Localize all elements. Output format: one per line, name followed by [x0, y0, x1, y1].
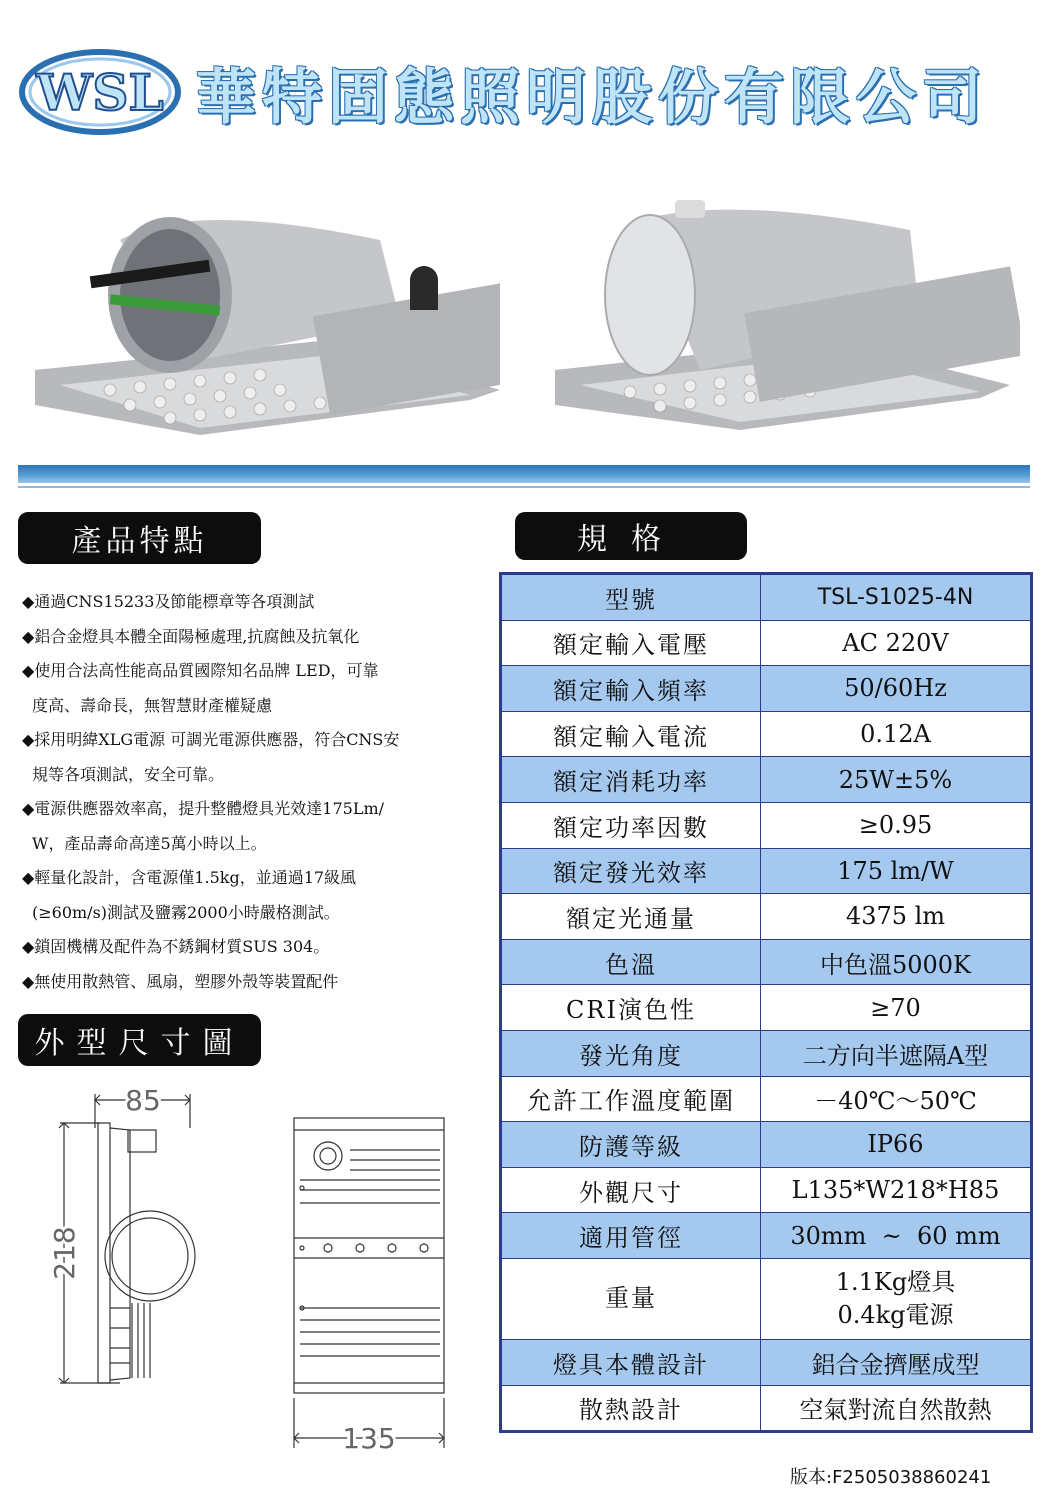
feature-line: ◆通過CNS15233及節能標章等各項測試: [22, 592, 315, 611]
table-row: [501, 620, 1032, 666]
section-divider-line: [18, 486, 1030, 488]
spec-key: 額定光通量: [501, 894, 761, 940]
spec-key: 防護等級: [501, 1122, 761, 1168]
feature-line: ◆鎖固機構及配件為不銹鋼材質SUS 304。: [22, 937, 330, 956]
spec-key: 型號: [501, 574, 761, 621]
spec-table: [499, 572, 1033, 1433]
dim-width: 135: [342, 1422, 396, 1455]
spec-key: 額定消耗功率: [501, 757, 761, 803]
table-row: [501, 1122, 1032, 1168]
spec-value: L135*W218*H85: [761, 1167, 1032, 1213]
spec-heading: 規格: [515, 512, 747, 560]
spec-value: 空氣對流自然散熱: [761, 1385, 1032, 1432]
spec-value: 鋁合金擠壓成型: [761, 1339, 1032, 1385]
table-row: [501, 1167, 1032, 1213]
spec-value: TSL-S1025-4N: [761, 574, 1032, 621]
spec-value: 二方向半遮隔A型: [761, 1030, 1032, 1076]
table-row: [501, 1213, 1032, 1259]
company-logo: [18, 40, 183, 140]
feature-line: ◆採用明緯XLG電源 可調光電源供應器，符合CNS安: [22, 730, 400, 749]
features-list: [22, 585, 500, 999]
spec-key: 色溫: [501, 939, 761, 985]
spec-key: 外觀尺寸: [501, 1167, 761, 1213]
table-row: [501, 1030, 1032, 1076]
spec-key: 額定輸入頻率: [501, 666, 761, 712]
spec-value: －40℃～50℃: [761, 1076, 1032, 1122]
table-row: [501, 939, 1032, 985]
product-photo-open: [30, 200, 500, 440]
spec-key: CRI演色性: [501, 985, 761, 1031]
feature-line: ◆使用合法高性能高品質國際知名品牌 LED，可靠: [22, 661, 379, 680]
spec-value: 4375 lm: [761, 894, 1032, 940]
table-row: [501, 1339, 1032, 1385]
spec-key: 散熱設計: [501, 1385, 761, 1432]
table-row: [501, 1258, 1032, 1339]
spec-value: 30mm ~ 60 mm: [761, 1213, 1032, 1259]
spec-key: 額定輸入電流: [501, 711, 761, 757]
spec-key: 額定功率因數: [501, 802, 761, 848]
feature-line: W，產品壽命高達5萬小時以上。: [32, 833, 267, 853]
table-row: [501, 666, 1032, 712]
product-photo-closed: [550, 200, 1020, 440]
feature-line: ◆無使用散熱管、風扇，塑膠外殼等裝置配件: [22, 971, 339, 991]
spec-key: 燈具本體設計: [501, 1339, 761, 1385]
feature-line: ◆鋁合金燈具本體全面陽極處理,抗腐蝕及抗氧化: [22, 626, 360, 646]
company-name: 華特固態照明股份有限公司: [196, 63, 988, 133]
spec-key: 額定輸入電壓: [501, 620, 761, 666]
weight-fixture: 1.1Kg燈具: [835, 1267, 956, 1296]
table-row: [501, 1385, 1032, 1432]
table-row: [501, 894, 1032, 940]
weight-driver: 0.4kg電源: [837, 1300, 954, 1329]
features-heading: 產品特點: [18, 512, 261, 564]
spec-value: 0.12A: [761, 711, 1032, 757]
side-view-drawing: [40, 1088, 200, 1388]
version-prefix: 版本:: [790, 1467, 833, 1488]
feature-line: ◆電源供應器效率高，提升整體燈具光效達175Lm/: [22, 799, 385, 818]
spec-value: 175 lm/W: [761, 848, 1032, 894]
spec-key: 額定發光效率: [501, 848, 761, 894]
spec-key: 適用管徑: [501, 1213, 761, 1259]
dim-height: 85: [125, 1088, 161, 1117]
feature-line: 度高、壽命長，無智慧財產權疑慮: [32, 695, 273, 715]
spec-value: IP66: [761, 1122, 1032, 1168]
table-row: [501, 848, 1032, 894]
table-row: [501, 574, 1032, 621]
spec-value: 25W±5%: [761, 757, 1032, 803]
feature-line: (≥60m/s)測試及鹽霧2000小時嚴格測試。: [32, 902, 340, 922]
spec-value: 50/60Hz: [761, 666, 1032, 712]
spec-key: 發光角度: [501, 1030, 761, 1076]
version-code: F2505038860241: [832, 1467, 992, 1488]
logo-text: WSL: [36, 63, 164, 122]
spec-key: 重量: [501, 1258, 761, 1339]
feature-line: 規等各項測試，安全可靠。: [32, 764, 225, 784]
spec-value: [761, 1258, 1032, 1339]
top-view-drawing: [280, 1108, 450, 1458]
spec-value: ≥70: [761, 985, 1032, 1031]
version-label: [790, 1463, 991, 1489]
table-row: [501, 711, 1032, 757]
dim-length: 218: [48, 1226, 81, 1280]
dimension-heading: 外型尺寸圖: [18, 1014, 261, 1066]
spec-value: 中色溫5000K: [761, 939, 1032, 985]
table-row: [501, 757, 1032, 803]
section-divider-bar: [18, 465, 1030, 483]
table-row: [501, 985, 1032, 1031]
spec-value: ≥0.95: [761, 802, 1032, 848]
spec-value: AC 220V: [761, 620, 1032, 666]
table-row: [501, 802, 1032, 848]
table-row: [501, 1076, 1032, 1122]
spec-key: 允許工作溫度範圍: [501, 1076, 761, 1122]
feature-line: ◆輕量化設計，含電源僅1.5kg，並通過17級風: [22, 868, 357, 887]
